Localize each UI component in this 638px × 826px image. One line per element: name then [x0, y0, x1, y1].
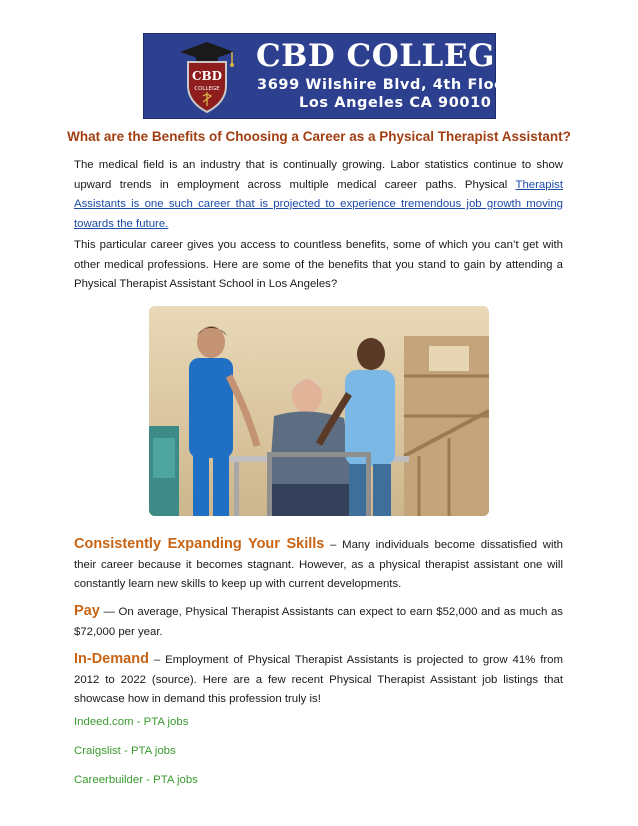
job-link-indeed[interactable]: Indeed.com - PTA jobs	[74, 716, 189, 728]
benefits-intro-paragraph: This particular career gives you access to countless benefits, some of which you can’t get with other medical professions. Here are some of the benefits that you stand to gain by attending a Physical Therapist Assistant School in Los Angeles?	[74, 239, 563, 290]
therapy-session-photo	[149, 306, 489, 516]
section-pay	[74, 602, 563, 642]
seal-text: CBD	[191, 69, 223, 83]
section-body-pay: On average, Physical Therapist Assistants can expect to earn $52,000 and as much as $72,000 per year.	[74, 606, 563, 638]
intro-paragraph	[74, 156, 563, 234]
address-line-2: Los Angeles CA 90010	[299, 95, 492, 111]
address-line-1: 3699 Wilshire Blvd, 4th Floor	[257, 77, 513, 93]
article-title: What are the Benefits of Choosing a Career as a Physical Therapist Assistant?	[67, 129, 571, 144]
brand-name: CBD COLLEGE	[256, 38, 520, 74]
section-expanding-skills	[74, 535, 563, 595]
job-link-craigslist[interactable]: Craigslist - PTA jobs	[74, 745, 176, 757]
section-separator: –	[324, 539, 343, 551]
section-heading-in-demand: In-Demand	[74, 651, 149, 667]
section-heading-skills: Consistently Expanding Your Skills	[74, 536, 325, 552]
section-separator: —	[99, 606, 119, 618]
section-body-in-demand: Employment of Physical Therapist Assistants is projected to grow 41% from 2012 to 2022 (source). Here are a few recent Physical Therapist Assistant job listings that showcase how in demand this profession truly is!	[74, 654, 563, 705]
section-heading-pay: Pay	[74, 603, 100, 619]
college-banner	[143, 33, 520, 119]
section-body-skills: Many individuals become dissatisfied with their career because it becomes stagnant. However, as a physical therapist assistant one will constantly learn new skills to keep up with current developments.	[74, 539, 563, 590]
college-seal-icon	[178, 40, 236, 114]
pta-career-link[interactable]: Therapist Assistants is one such career that is projected to experience tremendous job growth moving towards the future.	[74, 178, 563, 230]
intro-text: The medical field is an industry that is continually growing. Labor statistics continue to show upward trends in employment across multiple medical career paths. Physical	[74, 159, 563, 191]
job-link-careerbuilder[interactable]: Careerbuilder - PTA jobs	[74, 774, 198, 786]
therapy-illustration	[149, 306, 489, 516]
section-separator: –	[148, 654, 166, 666]
section-in-demand	[74, 650, 563, 710]
seal-subtext: COLLEGE	[194, 86, 220, 92]
